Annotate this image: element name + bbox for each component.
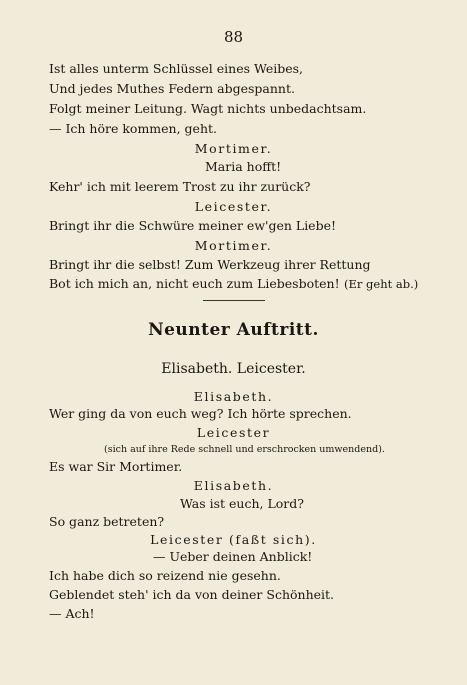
scene-heading: Neunter Auftritt. xyxy=(148,320,319,340)
verse-line: Geblendet steh' ich da von deiner Schönheit. xyxy=(49,587,335,602)
speaker-name: Mortimer. xyxy=(194,238,273,253)
speaker-name: Leicester. xyxy=(194,199,273,214)
speaker-name: Leicester (faßt sich). xyxy=(150,532,317,547)
verse-line: — Ich höre kommen, geht. xyxy=(49,121,218,136)
section-divider xyxy=(203,300,265,301)
verse-line: Es war Sir Mortimer. xyxy=(49,459,183,474)
speaker-name: Elisabeth. xyxy=(193,389,274,404)
speaker-name: Leicester xyxy=(196,425,271,440)
verse-line: Ich habe dich so reizend nie gesehn. xyxy=(49,568,281,583)
verse-line: Und jedes Muthes Federn abgespannt. xyxy=(49,81,295,96)
verse-line: — Ach! xyxy=(49,606,95,621)
stage-direction: (Er geht ab.) xyxy=(344,277,419,291)
verse-line: Kehr' ich mit leerem Trost zu ihr zurück? xyxy=(49,179,311,194)
verse-line: Ist alles unterm Schlüssel eines Weibes, xyxy=(49,61,304,76)
stage-direction: (sich auf ihre Rede schnell und erschrocken umwendend). xyxy=(104,444,385,455)
verse-line: Bot ich mich an, nicht euch zum Liebesboten! xyxy=(49,276,340,291)
verse-line: Folgt meiner Leitung. Wagt nichts unbedachtsam. xyxy=(49,101,367,116)
verse-line: Wer ging da von euch weg? Ich hörte sprechen. xyxy=(49,406,352,421)
verse-line: Bringt ihr die Schwüre meiner ew'gen Liebe! xyxy=(49,218,337,233)
page-number: 88 xyxy=(223,28,244,46)
cast-list: Elisabeth. Leicester. xyxy=(161,361,306,377)
verse-line: — Ueber deinen Anblick! xyxy=(153,549,313,564)
verse-line: Was ist euch, Lord? xyxy=(180,496,304,511)
verse-line: Maria hofft! xyxy=(205,159,282,174)
verse-line: So ganz betreten? xyxy=(49,514,165,529)
verse-line: Bringt ihr die selbst! Zum Werkzeug ihrer Rettung xyxy=(49,257,371,272)
speaker-name: Elisabeth. xyxy=(193,478,274,493)
speaker-name: Mortimer. xyxy=(194,141,273,156)
